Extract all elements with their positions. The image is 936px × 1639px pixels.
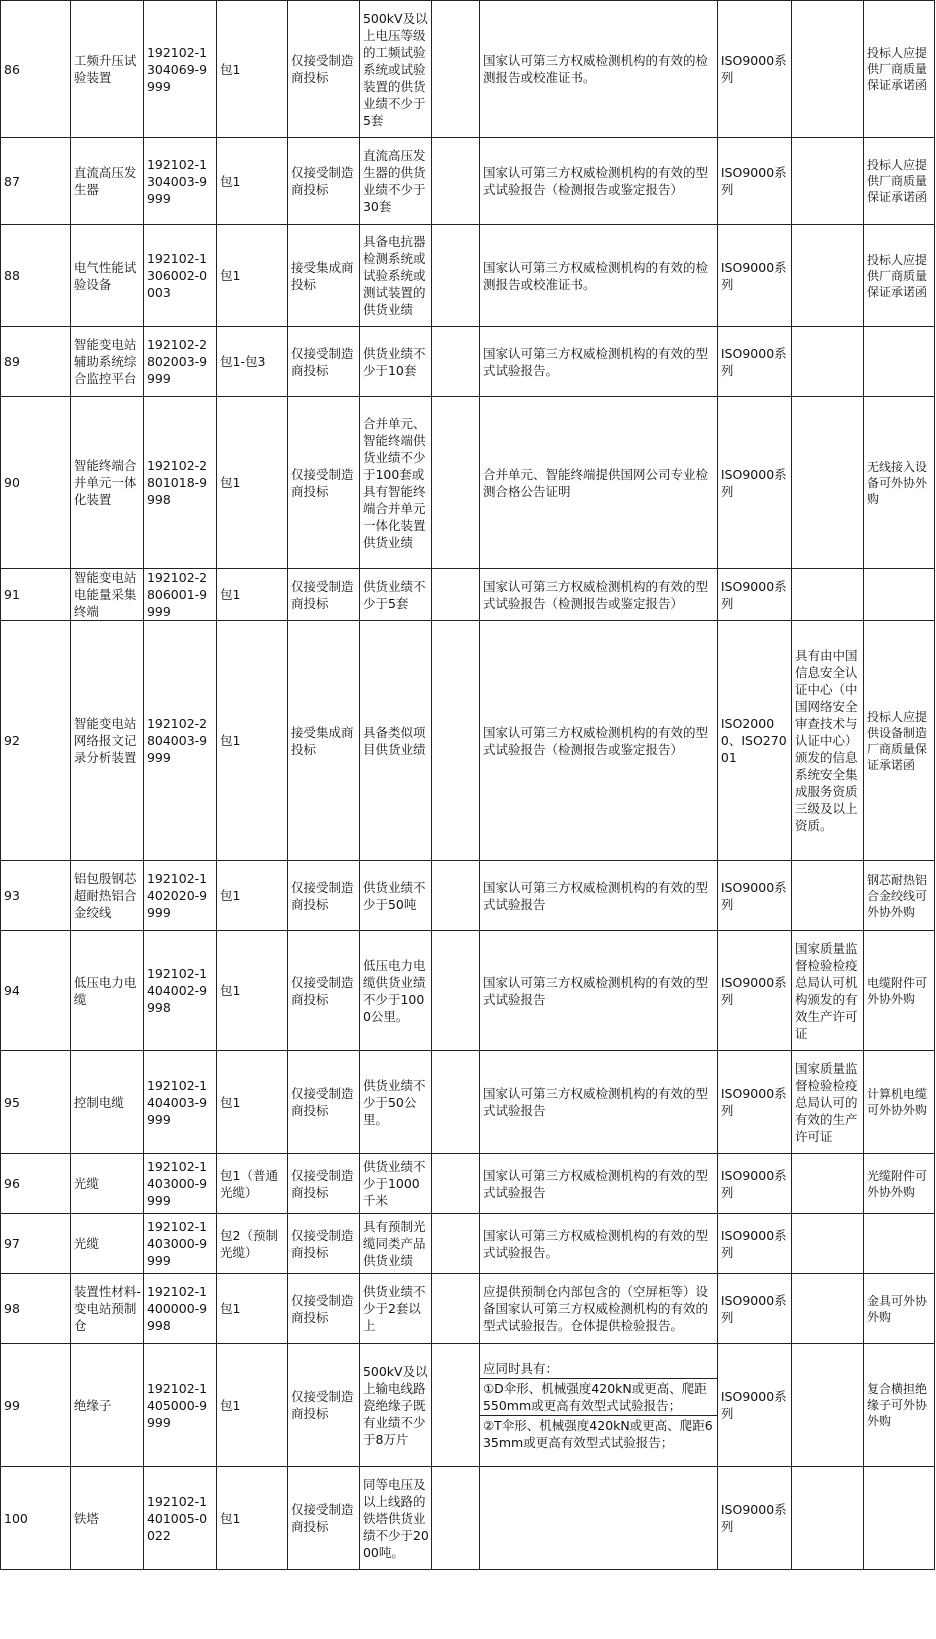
qualification-requirement bbox=[791, 397, 863, 569]
iso-certification: ISO9000系列 bbox=[717, 1051, 791, 1154]
table-body bbox=[1, 1, 935, 1570]
package: 包1 bbox=[217, 397, 288, 569]
item-name: 控制电缆 bbox=[70, 1051, 143, 1154]
test-report-requirement: 国家认可第三方权威检测机构的有效的型式试验报告。 bbox=[479, 327, 717, 397]
empty-cell bbox=[431, 1274, 479, 1344]
row-number: 89 bbox=[1, 327, 71, 397]
remarks bbox=[863, 1467, 934, 1570]
iso-certification: ISO9000系列 bbox=[717, 327, 791, 397]
material-code: 192102-1403000-9999 bbox=[143, 1154, 216, 1214]
package: 包1 bbox=[217, 861, 288, 931]
bid-mode: 仅接受制造商投标 bbox=[287, 397, 359, 569]
material-code: 192102-2801018-9998 bbox=[143, 397, 216, 569]
qualification-requirement bbox=[791, 861, 863, 931]
table-row bbox=[1, 138, 935, 225]
row-number: 100 bbox=[1, 1467, 71, 1570]
table-row bbox=[1, 327, 935, 397]
qualification-requirement bbox=[791, 1344, 863, 1467]
test-report-requirement: 国家认可第三方权威检测机构的有效的型式试验报告（检测报告或鉴定报告） bbox=[479, 138, 717, 225]
performance-requirement: 合并单元、智能终端供货业绩不少于100套或具有智能终端合并单元一体化装置供货业绩 bbox=[359, 397, 431, 569]
material-code: 192102-1405000-9999 bbox=[143, 1344, 216, 1467]
qualification-requirement: 国家质量监督检验检疫总局认可的有效的生产许可证 bbox=[791, 1051, 863, 1154]
performance-requirement: 供货业绩不少于1000千米 bbox=[359, 1154, 431, 1214]
package: 包1 bbox=[217, 225, 288, 327]
row-number: 95 bbox=[1, 1051, 71, 1154]
item-name: 电气性能试验设备 bbox=[70, 225, 143, 327]
bid-mode: 仅接受制造商投标 bbox=[287, 1051, 359, 1154]
remarks: 电缆附件可外协外购 bbox=[863, 931, 934, 1051]
table-row bbox=[1, 397, 935, 569]
bid-mode: 接受集成商投标 bbox=[287, 621, 359, 861]
row-number: 94 bbox=[1, 931, 71, 1051]
empty-cell bbox=[431, 327, 479, 397]
package: 包2（预制光缆） bbox=[217, 1214, 288, 1274]
bid-mode: 仅接受制造商投标 bbox=[287, 1214, 359, 1274]
test-report-requirement: 国家认可第三方权威检测机构的有效的型式试验报告（检测报告或鉴定报告） bbox=[479, 621, 717, 861]
test-report-requirement: 国家认可第三方权威检测机构的有效的检测报告或校准证书。 bbox=[479, 1, 717, 138]
test-report-requirement: 国家认可第三方权威检测机构的有效的型式试验报告 bbox=[479, 931, 717, 1051]
bid-mode: 仅接受制造商投标 bbox=[287, 138, 359, 225]
empty-cell bbox=[431, 225, 479, 327]
empty-cell bbox=[431, 1467, 479, 1570]
iso-certification: ISO9000系列 bbox=[717, 138, 791, 225]
material-code: 192102-2806001-9999 bbox=[143, 569, 216, 621]
table-row bbox=[1, 1051, 935, 1154]
qualification-requirement bbox=[791, 327, 863, 397]
material-code: 192102-1402020-9999 bbox=[143, 861, 216, 931]
remarks: 投标人应提供厂商质量保证承诺函 bbox=[863, 1, 934, 138]
table-row bbox=[1, 569, 935, 621]
package: 包1 bbox=[217, 1344, 288, 1467]
package: 包1 bbox=[217, 1, 288, 138]
qualification-requirement bbox=[791, 138, 863, 225]
qualification-requirement bbox=[791, 1274, 863, 1344]
bid-mode: 仅接受制造商投标 bbox=[287, 861, 359, 931]
empty-cell bbox=[431, 1, 479, 138]
bid-mode: 仅接受制造商投标 bbox=[287, 1344, 359, 1467]
qualification-requirement bbox=[791, 569, 863, 621]
table-row bbox=[1, 1344, 935, 1467]
performance-requirement: 供货业绩不少于50公里。 bbox=[359, 1051, 431, 1154]
item-name: 低压电力电缆 bbox=[70, 931, 143, 1051]
row-number: 93 bbox=[1, 861, 71, 931]
test-report-requirement: 应提供预制仓内部包含的（空屏柜等）设备国家认可第三方权威检测机构的有效的型式试验报告。仓体提供检验报告。 bbox=[479, 1274, 717, 1344]
material-code: 192102-2804003-9999 bbox=[143, 621, 216, 861]
performance-requirement: 500kV及以上输电线路瓷绝缘子既有业绩不少于8万片 bbox=[359, 1344, 431, 1467]
iso-certification: ISO9000系列 bbox=[717, 1344, 791, 1467]
item-name: 光缆 bbox=[70, 1214, 143, 1274]
performance-requirement: 低压电力电缆供货业绩不少于1000公里。 bbox=[359, 931, 431, 1051]
package: 包1 bbox=[217, 621, 288, 861]
iso-certification: ISO9000系列 bbox=[717, 225, 791, 327]
iso-certification: ISO9000系列 bbox=[717, 931, 791, 1051]
bid-mode: 仅接受制造商投标 bbox=[287, 1154, 359, 1214]
material-code: 192102-1403000-9999 bbox=[143, 1214, 216, 1274]
bid-mode: 仅接受制造商投标 bbox=[287, 1467, 359, 1570]
item-name: 工频升压试验装置 bbox=[70, 1, 143, 138]
remarks bbox=[863, 569, 934, 621]
bid-mode: 仅接受制造商投标 bbox=[287, 569, 359, 621]
item-name: 智能终端合并单元一体化装置 bbox=[70, 397, 143, 569]
empty-cell bbox=[431, 1344, 479, 1467]
empty-cell bbox=[431, 621, 479, 861]
remarks: 投标人应提供厂商质量保证承诺函 bbox=[863, 138, 934, 225]
iso-certification: ISO9000系列 bbox=[717, 1, 791, 138]
performance-requirement: 供货业绩不少于2套以上 bbox=[359, 1274, 431, 1344]
row-number: 88 bbox=[1, 225, 71, 327]
empty-cell bbox=[431, 569, 479, 621]
package: 包1（普通光缆） bbox=[217, 1154, 288, 1214]
qualification-requirement bbox=[791, 225, 863, 327]
report-requirement-line: ②T伞形、机械强度420kN或更高、爬距635mm或更高有效型式试验报告； bbox=[482, 1417, 713, 1450]
material-code: 192102-1304003-9999 bbox=[143, 138, 216, 225]
test-report-requirement: 国家认可第三方权威检测机构的有效的型式试验报告（检测报告或鉴定报告） bbox=[479, 569, 717, 621]
item-name: 智能变电站电能量采集终端 bbox=[70, 569, 143, 621]
remarks: 投标人应提供厂商质量保证承诺函 bbox=[863, 225, 934, 327]
test-report-requirement: 国家认可第三方权威检测机构的有效的检测报告或校准证书。 bbox=[479, 225, 717, 327]
iso-certification: ISO9000系列 bbox=[717, 569, 791, 621]
row-number: 87 bbox=[1, 138, 71, 225]
package: 包1 bbox=[217, 931, 288, 1051]
table-row bbox=[1, 1214, 935, 1274]
table-row bbox=[1, 1467, 935, 1570]
package: 包1 bbox=[217, 1467, 288, 1570]
bid-mode: 接受集成商投标 bbox=[287, 225, 359, 327]
item-name: 智能变电站辅助系统综合监控平台 bbox=[70, 327, 143, 397]
item-name: 光缆 bbox=[70, 1154, 143, 1214]
test-report-requirement bbox=[479, 1467, 717, 1570]
table-row bbox=[1, 225, 935, 327]
performance-requirement: 供货业绩不少于5套 bbox=[359, 569, 431, 621]
row-number: 96 bbox=[1, 1154, 71, 1214]
remarks bbox=[863, 1214, 934, 1274]
test-report-requirement bbox=[479, 1344, 717, 1467]
material-code: 192102-1304069-9999 bbox=[143, 1, 216, 138]
package: 包1-包3 bbox=[217, 327, 288, 397]
performance-requirement: 具备类似项目供货业绩 bbox=[359, 621, 431, 861]
package: 包1 bbox=[217, 569, 288, 621]
report-requirement-line: ①D伞形、机械强度420kN或更高、爬距550mm或更高有效型式试验报告； bbox=[480, 1379, 717, 1416]
item-name: 直流高压发生器 bbox=[70, 138, 143, 225]
row-number: 90 bbox=[1, 397, 71, 569]
remarks: 投标人应提供设备制造厂商质量保证承诺函 bbox=[863, 621, 934, 861]
iso-certification: ISO9000系列 bbox=[717, 1467, 791, 1570]
empty-cell bbox=[431, 1154, 479, 1214]
test-report-requirement: 国家认可第三方权威检测机构的有效的型式试验报告 bbox=[479, 861, 717, 931]
row-number: 92 bbox=[1, 621, 71, 861]
performance-requirement: 同等电压及以上线路的铁塔供货业绩不少于2000吨。 bbox=[359, 1467, 431, 1570]
item-name: 铝包殷钢芯超耐热铝合金绞线 bbox=[70, 861, 143, 931]
material-code: 192102-1401005-0022 bbox=[143, 1467, 216, 1570]
iso-certification: ISO9000系列 bbox=[717, 1154, 791, 1214]
item-name: 铁塔 bbox=[70, 1467, 143, 1570]
test-report-requirement: 合并单元、智能终端提供国网公司专业检测合格公告证明 bbox=[479, 397, 717, 569]
performance-requirement: 供货业绩不少于10套 bbox=[359, 327, 431, 397]
empty-cell bbox=[431, 397, 479, 569]
table-row bbox=[1, 1, 935, 138]
item-name: 装置性材料-变电站预制仓 bbox=[70, 1274, 143, 1344]
performance-requirement: 供货业绩不少于50吨 bbox=[359, 861, 431, 931]
bid-mode: 仅接受制造商投标 bbox=[287, 1274, 359, 1344]
row-number: 98 bbox=[1, 1274, 71, 1344]
material-code: 192102-1306002-0003 bbox=[143, 225, 216, 327]
remarks: 计算机电缆可外协外购 bbox=[863, 1051, 934, 1154]
qualification-requirement bbox=[791, 1, 863, 138]
package: 包1 bbox=[217, 138, 288, 225]
row-number: 86 bbox=[1, 1, 71, 138]
iso-certification: ISO9000系列 bbox=[717, 1274, 791, 1344]
table-row bbox=[1, 1154, 935, 1214]
remarks: 无线接入设备可外协外购 bbox=[863, 397, 934, 569]
table-row bbox=[1, 1274, 935, 1344]
iso-certification: ISO9000系列 bbox=[717, 861, 791, 931]
package: 包1 bbox=[217, 1274, 288, 1344]
bid-mode: 仅接受制造商投标 bbox=[287, 327, 359, 397]
row-number: 91 bbox=[1, 569, 71, 621]
remarks: 钢芯耐热铝合金绞线可外协外购 bbox=[863, 861, 934, 931]
remarks bbox=[863, 327, 934, 397]
qualification-requirement bbox=[791, 1154, 863, 1214]
row-number: 97 bbox=[1, 1214, 71, 1274]
material-code: 192102-1404003-9999 bbox=[143, 1051, 216, 1154]
qualification-requirement bbox=[791, 1467, 863, 1570]
empty-cell bbox=[431, 138, 479, 225]
remarks: 复合横担绝缘子可外协外购 bbox=[863, 1344, 934, 1467]
iso-certification: ISO9000系列 bbox=[717, 397, 791, 569]
table-row bbox=[1, 861, 935, 931]
test-report-requirement: 国家认可第三方权威检测机构的有效的型式试验报告。 bbox=[479, 1214, 717, 1274]
item-name: 绝缘子 bbox=[70, 1344, 143, 1467]
test-report-requirement: 国家认可第三方权威检测机构的有效的型式试验报告 bbox=[479, 1154, 717, 1214]
package: 包1 bbox=[217, 1051, 288, 1154]
table-row bbox=[1, 931, 935, 1051]
empty-cell bbox=[431, 1214, 479, 1274]
remarks: 光缆附件可外协外购 bbox=[863, 1154, 934, 1214]
material-code: 192102-1400000-9998 bbox=[143, 1274, 216, 1344]
qualification-requirement: 国家质量监督检验检疫总局认可机构颁发的有效生产许可证 bbox=[791, 931, 863, 1051]
qualification-requirement bbox=[791, 1214, 863, 1274]
iso-certification: ISO9000系列 bbox=[717, 1214, 791, 1274]
test-report-requirement: 国家认可第三方权威检测机构的有效的型式试验报告 bbox=[479, 1051, 717, 1154]
bid-mode: 仅接受制造商投标 bbox=[287, 1, 359, 138]
empty-cell bbox=[431, 861, 479, 931]
material-code: 192102-1404002-9998 bbox=[143, 931, 216, 1051]
performance-requirement: 500kV及以上电压等级的工频试验系统或试验装置的供货业绩不少于5套 bbox=[359, 1, 431, 138]
performance-requirement: 具备电抗器检测系统或试验系统或测试装置的供货业绩 bbox=[359, 225, 431, 327]
empty-cell bbox=[431, 931, 479, 1051]
qualification-requirement: 具有由中国信息安全认证中心（中国网络安全审查技术与认证中心）颁发的信息系统安全集成服务资质三级及以上资质。 bbox=[791, 621, 863, 861]
empty-cell bbox=[431, 1051, 479, 1154]
item-name: 智能变电站网络报文记录分析装置 bbox=[70, 621, 143, 861]
report-requirement-line: 应同时具有： bbox=[480, 1359, 717, 1379]
material-code: 192102-2802003-9999 bbox=[143, 327, 216, 397]
performance-requirement: 直流高压发生器的供货业绩不少于30套 bbox=[359, 138, 431, 225]
bid-mode: 仅接受制造商投标 bbox=[287, 931, 359, 1051]
performance-requirement: 具有预制光缆同类产品供货业绩 bbox=[359, 1214, 431, 1274]
iso-certification: ISO20000、ISO27001 bbox=[717, 621, 791, 861]
table-row bbox=[1, 621, 935, 861]
remarks: 金具可外协外购 bbox=[863, 1274, 934, 1344]
row-number: 99 bbox=[1, 1344, 71, 1467]
